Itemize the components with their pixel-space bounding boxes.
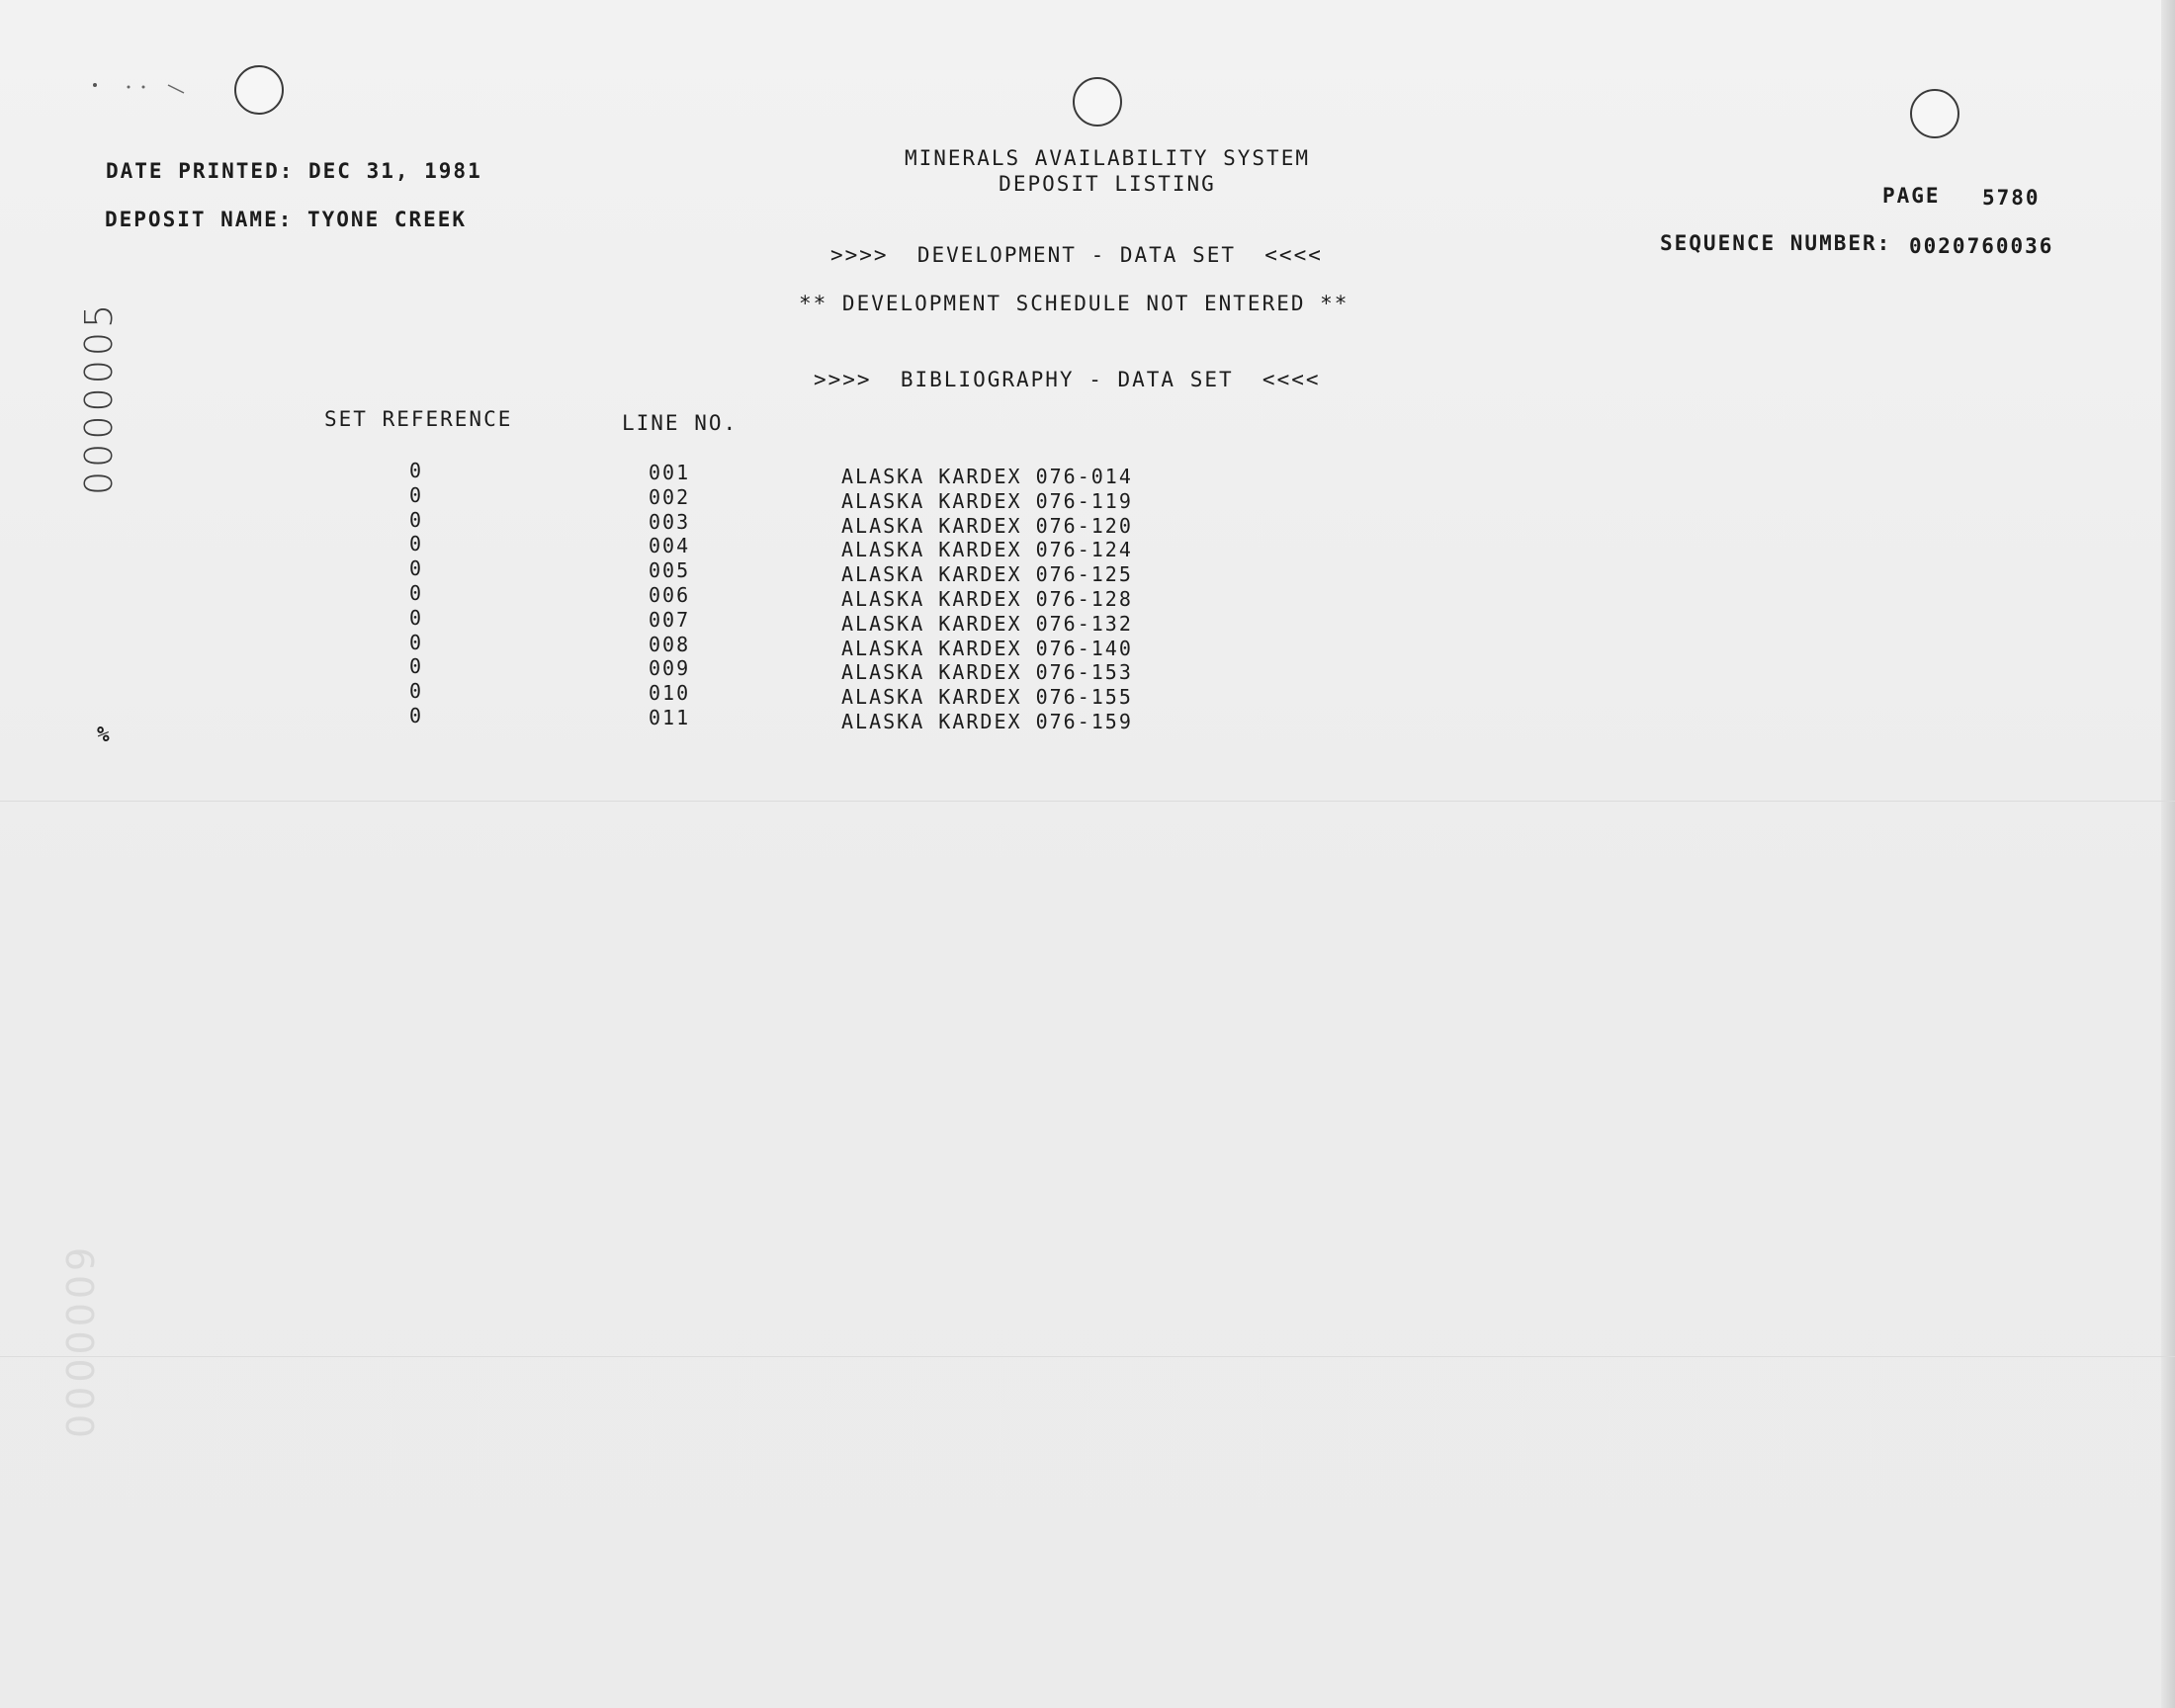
reference-cell: ALASKA KARDEX 076-132 bbox=[841, 611, 1133, 636]
set-reference-cell: 0 bbox=[409, 605, 424, 630]
punch-hole bbox=[1073, 77, 1122, 127]
set-reference-cell: 0 bbox=[409, 630, 424, 654]
reference-column bbox=[841, 465, 1133, 734]
line-no-cell: 002 bbox=[649, 484, 691, 509]
development-heading: >>>> DEVELOPMENT - DATA SET <<<< bbox=[830, 243, 1323, 267]
set-reference-cell: 0 bbox=[409, 459, 424, 482]
line-no-cell: 005 bbox=[649, 558, 691, 583]
set-reference-cell: 0 bbox=[409, 482, 424, 507]
set-reference-cell: 0 bbox=[409, 703, 424, 727]
page-label: PAGE bbox=[1882, 184, 1941, 208]
column-header-set-reference: SET REFERENCE bbox=[324, 407, 513, 431]
reference-cell: ALASKA KARDEX 076-120 bbox=[841, 513, 1133, 538]
reference-cell: ALASKA KARDEX 076-128 bbox=[841, 586, 1133, 611]
punch-hole bbox=[1910, 89, 1959, 138]
fold-line bbox=[0, 801, 2175, 802]
line-no-cell: 001 bbox=[649, 461, 691, 484]
bibliography-heading: >>>> BIBLIOGRAPHY - DATA SET <<<< bbox=[814, 368, 1321, 391]
line-no-cell: 003 bbox=[649, 509, 691, 534]
deposit-name: DEPOSIT NAME: TYONE CREEK bbox=[105, 208, 468, 231]
percent-mark: % bbox=[97, 723, 112, 746]
set-reference-column bbox=[409, 459, 423, 728]
line-no-column bbox=[649, 461, 690, 730]
set-reference-cell: 0 bbox=[409, 507, 424, 532]
fold-line bbox=[0, 1356, 2175, 1357]
system-title: MINERALS AVAILABILITY SYSTEM bbox=[904, 146, 1310, 170]
sequence-label: SEQUENCE NUMBER: bbox=[1660, 231, 1892, 255]
side-number: 0000005 bbox=[77, 299, 121, 495]
reference-cell: ALASKA KARDEX 076-125 bbox=[841, 562, 1133, 587]
reference-cell: ALASKA KARDEX 076-159 bbox=[841, 709, 1133, 733]
set-reference-cell: 0 bbox=[409, 654, 424, 679]
punch-hole bbox=[234, 65, 284, 115]
reference-cell: ALASKA KARDEX 076-155 bbox=[841, 685, 1133, 710]
set-reference-cell: 0 bbox=[409, 679, 424, 704]
line-no-cell: 004 bbox=[649, 534, 691, 558]
reference-cell: ALASKA KARDEX 076-153 bbox=[841, 660, 1133, 685]
listing-title: DEPOSIT LISTING bbox=[999, 172, 1216, 196]
line-no-cell: 011 bbox=[649, 705, 691, 729]
line-no-cell: 008 bbox=[649, 632, 691, 656]
development-note: ** DEVELOPMENT SCHEDULE NOT ENTERED ** bbox=[799, 292, 1349, 315]
set-reference-cell: 0 bbox=[409, 556, 424, 581]
line-no-cell: 010 bbox=[649, 681, 691, 706]
reference-cell: ALASKA KARDEX 076-124 bbox=[841, 538, 1133, 562]
set-reference-cell: 0 bbox=[409, 532, 424, 556]
line-no-cell: 007 bbox=[649, 607, 691, 632]
reference-cell: ALASKA KARDEX 076-014 bbox=[841, 465, 1133, 488]
set-reference-cell: 0 bbox=[409, 580, 424, 605]
line-no-cell: 009 bbox=[649, 656, 691, 681]
reference-cell: ALASKA KARDEX 076-140 bbox=[841, 636, 1133, 660]
page-number: 5780 bbox=[1982, 186, 2041, 210]
date-printed: DATE PRINTED: DEC 31, 1981 bbox=[106, 159, 482, 183]
bleed-through-number: 0000009 bbox=[59, 1242, 103, 1438]
sequence-number: 0020760036 bbox=[1909, 234, 2054, 258]
page-edge bbox=[2161, 0, 2175, 1708]
column-header-line-no: LINE NO. bbox=[622, 411, 739, 435]
line-no-cell: 006 bbox=[649, 582, 691, 607]
reference-cell: ALASKA KARDEX 076-119 bbox=[841, 488, 1133, 513]
stray-marks bbox=[89, 79, 198, 99]
